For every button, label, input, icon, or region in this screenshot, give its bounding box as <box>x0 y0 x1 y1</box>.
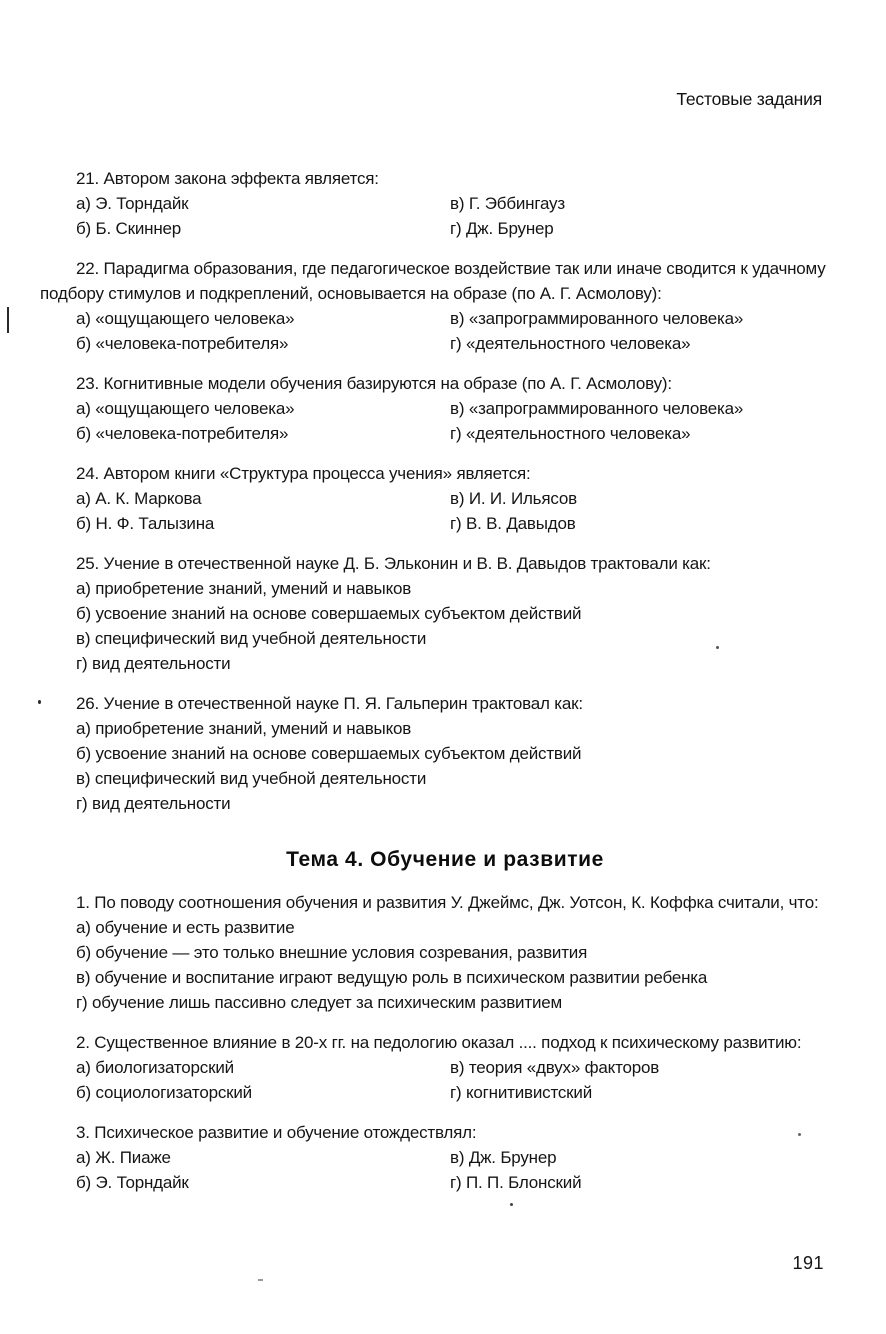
question-options <box>40 915 850 1015</box>
question-1 <box>40 890 850 1015</box>
option-v: в) теория «двух» факторов <box>450 1058 660 1077</box>
page-content <box>40 166 850 1195</box>
option-a: а) Ж. Пиаже <box>76 1148 171 1167</box>
option-b: б) «человека-потребителя» <box>76 334 289 353</box>
scan-artifact-dot <box>716 646 719 649</box>
question-options <box>40 396 850 446</box>
question-options <box>40 486 850 536</box>
question-25 <box>40 551 850 676</box>
question-2 <box>40 1030 850 1105</box>
scan-artifact-dot <box>798 1133 801 1136</box>
option-v: в) «запрограммированного человека» <box>450 309 744 328</box>
option-a: а) «ощущающего человека» <box>76 309 295 328</box>
question-26 <box>40 691 850 816</box>
option-a: а) А. К. Маркова <box>76 489 202 508</box>
running-header: Тестовые задания <box>676 89 822 109</box>
question-options <box>40 1055 850 1105</box>
scan-artifact-margin-bar <box>7 307 9 333</box>
question-text: 26. Учение в отечественной науке П. Я. Гальперин трактовал как: <box>76 694 583 713</box>
option-g: г) П. П. Блонский <box>450 1173 582 1192</box>
option-a: а) приобретение знаний, умений и навыков <box>76 719 412 738</box>
question-text: 23. Когнитивные модели обучения базируются на образе (по А. Г. Асмолову): <box>76 374 672 393</box>
question-text: 1. По поводу соотношения обучения и развития У. Джеймс, Дж. Уотсон, К. Коффка считали, что: <box>76 893 819 912</box>
option-v: в) специфический вид учебной деятельности <box>76 769 427 788</box>
option-a: а) Э. Торндайк <box>76 194 189 213</box>
question-21 <box>40 166 850 241</box>
question-22 <box>40 256 850 356</box>
option-b: б) усвоение знаний на основе совершаемых субъектом действий <box>76 604 582 623</box>
option-v: в) И. И. Ильясов <box>450 489 577 508</box>
option-a: а) биологизаторский <box>76 1058 234 1077</box>
question-text: 2. Существенное влияние в 20-х гг. на педологию оказал .... подход к психическому развитию: <box>76 1033 802 1052</box>
option-a: а) приобретение знаний, умений и навыков <box>76 579 412 598</box>
question-text: 21. Автором закона эффекта является: <box>76 169 379 188</box>
option-a: а) «ощущающего человека» <box>76 399 295 418</box>
topic-heading: Тема 4. Обучение и развитие <box>286 848 604 871</box>
option-v: в) Г. Эббингауз <box>450 194 565 213</box>
question-text: 3. Психическое развитие и обучение отождествлял: <box>76 1123 477 1142</box>
option-a: а) обучение и есть развитие <box>76 918 295 937</box>
question-3 <box>40 1120 850 1195</box>
option-g: г) Дж. Брунер <box>450 219 554 238</box>
option-g: г) «деятельностного человека» <box>450 424 691 443</box>
option-g: г) «деятельностного человека» <box>450 334 691 353</box>
question-text: 22. Парадигма образования, где педагогическое воздействие так или иначе сводится к удачному подбору стимулов и подкреплений, основывается на образе (по А. Г. Асмолову): <box>40 259 826 303</box>
option-b: б) Б. Скиннер <box>76 219 182 238</box>
option-b: б) «человека-потребителя» <box>76 424 289 443</box>
question-options <box>40 306 850 356</box>
option-b: б) Э. Торндайк <box>76 1173 189 1192</box>
option-g: г) обучение лишь пассивно следует за психическим развитием <box>76 993 562 1012</box>
option-g: г) В. В. Давыдов <box>450 514 576 533</box>
question-24 <box>40 461 850 536</box>
scan-artifact-dot <box>258 1279 263 1281</box>
question-23 <box>40 371 850 446</box>
question-options <box>40 716 850 816</box>
option-g: г) когнитивистский <box>450 1083 592 1102</box>
option-b: б) социологизаторский <box>76 1083 252 1102</box>
question-text: 24. Автором книги «Структура процесса учения» является: <box>76 464 531 483</box>
question-options <box>40 1145 850 1195</box>
option-v: в) «запрограммированного человека» <box>450 399 744 418</box>
option-b: б) усвоение знаний на основе совершаемых субъектом действий <box>76 744 582 763</box>
option-b: б) Н. Ф. Талызина <box>76 514 215 533</box>
question-options <box>40 191 850 241</box>
page-number: 191 <box>792 1253 824 1273</box>
option-g: г) вид деятельности <box>76 794 231 813</box>
scan-artifact-dot <box>510 1203 513 1206</box>
question-options <box>40 576 850 676</box>
option-v: в) Дж. Брунер <box>450 1148 557 1167</box>
option-v: в) специфический вид учебной деятельности <box>76 629 427 648</box>
option-v: в) обучение и воспитание играют ведущую роль в психическом развитии ребенка <box>76 968 708 987</box>
option-g: г) вид деятельности <box>76 654 231 673</box>
option-b: б) обучение — это только внешние условия созревания, развития <box>76 943 588 962</box>
question-text: 25. Учение в отечественной науке Д. Б. Эльконин и В. В. Давыдов трактовали как: <box>76 554 711 573</box>
scan-artifact-dot <box>38 700 41 704</box>
